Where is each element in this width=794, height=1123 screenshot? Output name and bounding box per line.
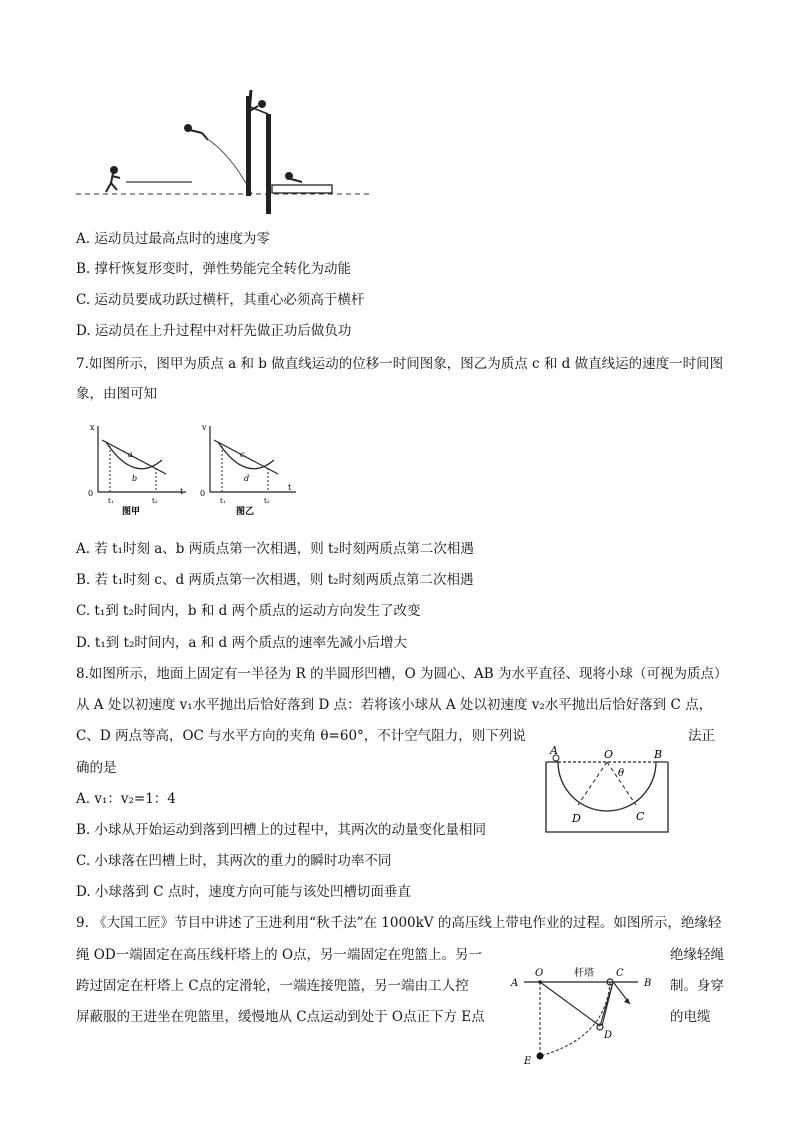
q8-stem-line3-tail: 法正 <box>688 728 715 744</box>
pole-vault-figure <box>76 84 376 218</box>
q9-stem-line4-right: 的电缆 <box>670 1009 711 1025</box>
graph-left-curve-label: b <box>132 474 138 483</box>
graph-right-caption: 图乙 <box>236 507 255 517</box>
q7-option-d: D. t₁到 t₂时间内，a 和 d 两个质点的速率先减小后增大 <box>76 635 407 651</box>
graph-right-y-label: v <box>202 423 207 432</box>
point-a-label: A <box>550 744 558 757</box>
graph-left <box>98 426 186 492</box>
landed-jumper-icon <box>286 173 302 182</box>
tower-label: 杆塔 <box>574 968 594 979</box>
point-b-label-q9: B <box>644 978 652 989</box>
point-d-label-q9: D <box>604 1030 613 1041</box>
q9-stem-line2-right: 绝缘轻绳 <box>670 947 724 963</box>
q6-option-d: D. 运动员在上升过程中对杆先做正功后做负功 <box>76 323 352 339</box>
q7-stem-line2: 象，由图可知 <box>76 386 157 402</box>
graph-right-origin: 0 <box>200 489 206 498</box>
runner-icon <box>106 167 120 192</box>
q7-graphs-figure <box>86 420 296 520</box>
graph-right-line-label: c <box>240 450 245 459</box>
q7-stem-line1: 7.如图所示，图甲为质点 a 和 b 做直线运动的位移一时间图象，图乙为质点 c 和 d 做直线运的速度一时间图 <box>76 356 724 372</box>
q6-option-a: A. 运动员过最高点时的速度为零 <box>76 231 270 247</box>
q9-stem-line3-left: 跨过固定在杆塔上 C点的定滑轮，一端连接兜篮，另一端由工人控 <box>76 978 469 994</box>
q8-stem-line2: 从 A 处以初速度 v₁水平抛出后恰好落到 D 点：若将该小球从 A 处以初速度 v₂水平抛出后恰好落到 C 点， <box>76 697 713 713</box>
graph-left-line-label: a <box>128 450 133 459</box>
point-o-label: O <box>604 748 614 761</box>
graph-left-t-label: t <box>180 487 184 496</box>
graph-right-t2: t₂ <box>264 497 270 505</box>
q8-stem-line4: 确的是 <box>76 760 117 776</box>
q9-stem-line2-left: 绳 OD一端固定在高压线杆塔上的 O点，另一端固定在兜篮上。另一 <box>76 947 483 963</box>
q6-option-c: C. 运动员要成功跃过横杆，其重心必须高于横杆 <box>76 292 365 308</box>
point-a-label-q9: A <box>511 978 519 989</box>
point-o-label-q9: O <box>535 968 544 979</box>
theta-label: θ <box>618 768 625 779</box>
q7-option-b: B. 若 t₁时刻 c、d 两质点第一次相遇，则 t₂时刻两质点第二次相遇 <box>76 572 474 588</box>
graph-left-y-label: x <box>90 423 95 432</box>
q7-option-c: C. t₁到 t₂时间内，b 和 d 两个质点的运动方向发生了改变 <box>76 603 421 619</box>
q9-stem-line4-left: 屏蔽服的王进坐在兜篮里，缓慢地从 C点运动到处于 O点正下方 E点 <box>76 1009 485 1025</box>
graph-right-t1: t₁ <box>220 497 226 505</box>
graph-left-origin: 0 <box>88 489 94 498</box>
q9-tower-figure <box>506 952 662 1068</box>
graph-right <box>210 426 296 492</box>
q8-stem-line1: 8.如图所示，地面上固定有一半径为 R 的半圆形凹槽，O 为圆心、AB 为水平直径、现将小球（可视为质点） <box>76 666 728 682</box>
point-e-label-q9: E <box>524 1056 532 1067</box>
point-c-label: C <box>636 810 645 823</box>
graph-right-t-label: t <box>288 483 292 492</box>
graph-left-caption: 图甲 <box>122 507 141 517</box>
q8-groove-figure <box>540 744 674 836</box>
q7-option-a: A. 若 t₁时刻 a、b 两质点第一次相遇，则 t₂时刻两质点第二次相遇 <box>76 541 474 557</box>
q8-option-c: C. 小球落在凹槽上时，其两次的重力的瞬时功率不同 <box>76 853 392 869</box>
q8-option-a: A. v₁：v₂=1：4 <box>76 791 176 807</box>
graph-left-t2: t₂ <box>152 497 158 505</box>
jumper-icon <box>185 125 208 140</box>
q6-option-b: B. 撑杆恢复形变时，弹性势能完全转化为动能 <box>76 261 352 277</box>
q8-option-b: B. 小球从开始运动到落到凹槽上的过程中，其两次的动量变化量相同 <box>76 822 487 838</box>
point-b-label: B <box>654 748 663 761</box>
graph-right-curve-label: d <box>244 474 250 483</box>
q8-option-d: D. 小球落到 C 点时，速度方向可能与该处凹槽切面垂直 <box>76 884 411 900</box>
point-d-label: D <box>572 812 581 825</box>
q9-stem-line1: 9. 《大国工匠》节目中讲述了王进利用“秋千法”在 1000kV 的高压线上带电作业的过程。如图所示，绝缘轻 <box>76 915 722 931</box>
graph-left-t1: t₁ <box>108 497 114 505</box>
q8-stem-line3: C、D 两点等高，OC 与水平方向的夹角 θ=60°，不计空气阻力，则下列说 <box>76 728 526 744</box>
point-c-label-q9: C <box>616 968 624 979</box>
q9-stem-line3-right: 制。身穿 <box>670 978 724 994</box>
